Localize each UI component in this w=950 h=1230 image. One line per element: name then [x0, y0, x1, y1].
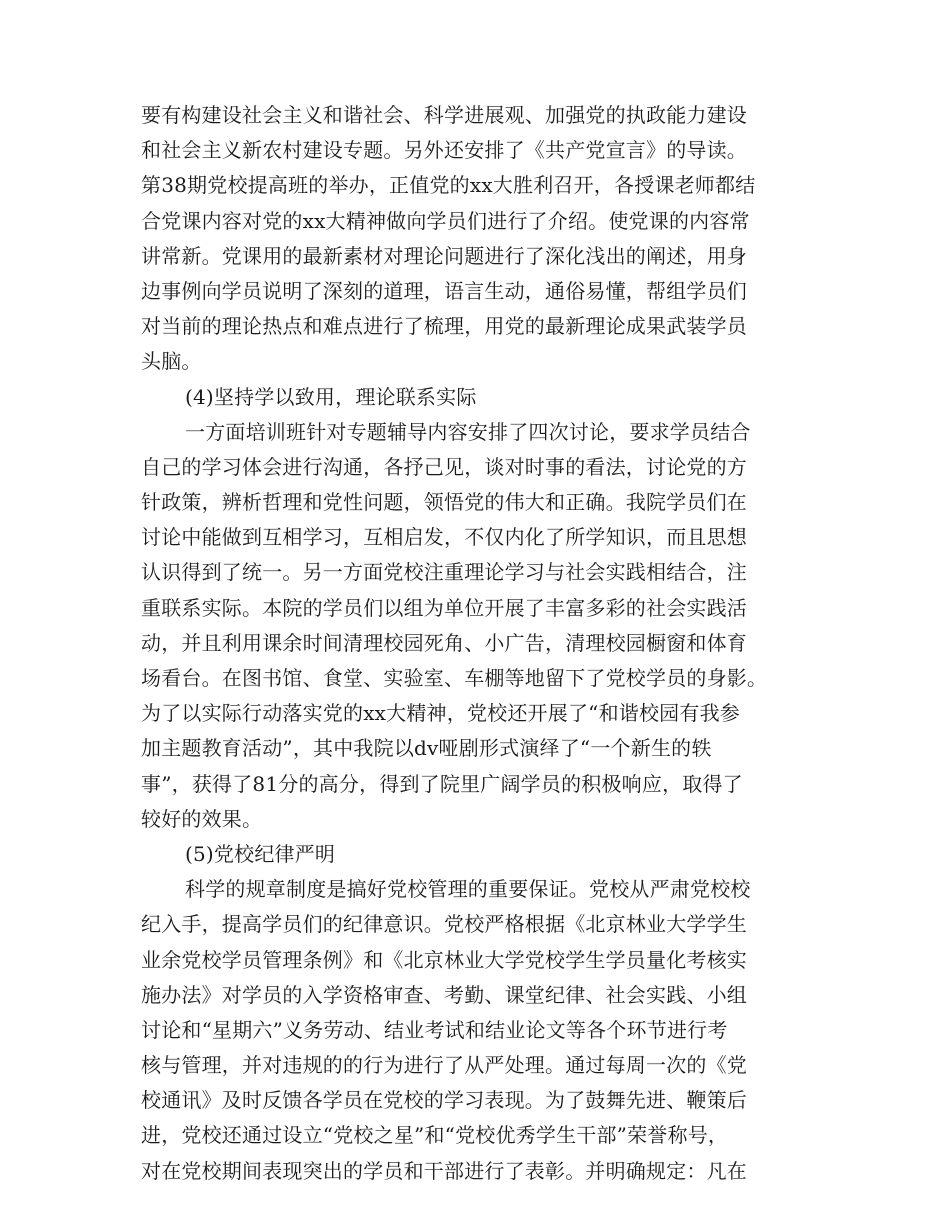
body-text-line: 针政策，辨析哲理和党性问题，领悟党的伟大和正确。我院学员们在 — [141, 490, 747, 515]
body-text-line: 科学的规章制度是搞好党校管理的重要保证。党校从严肃党校校 — [185, 877, 751, 902]
body-text-line: 为了以实际行动落实党的xx大精神，党校还开展了“和谐校园有我参 — [141, 701, 740, 726]
body-text-line: 事”，获得了81分的高分，得到了院里广阔学员的积极响应，取得了 — [141, 771, 743, 796]
body-text-line: 认识得到了统一。另一方面党校注重理论学习与社会实践相结合，注 — [141, 560, 747, 585]
body-text-line: 加主题教育活动”，其中我院以dv哑剧形式演绎了“一个新生的轶 — [141, 736, 712, 761]
body-text-line: 讲常新。党课用的最新素材对理论问题进行了深化浅出的阐述，用身 — [141, 243, 747, 268]
body-text-line: 和社会主义新农村建设专题。另外还安排了《共产党宣言》的导读。 — [141, 138, 747, 163]
body-text-line: 动，并且利用课余时间清理校园死角、小广告，清理校园橱窗和体育 — [141, 630, 747, 655]
document-body — [141, 98, 813, 1189]
body-text-line: 校通讯》及时反馈各学员在党校的学习表现。为了鼓舞先进、鞭策后 — [141, 1088, 747, 1113]
body-text-line: 对在党校期间表现突出的学员和干部进行了表彰。并明确规定：凡在 — [141, 1158, 747, 1183]
body-text-line: 较好的效果。 — [141, 806, 263, 831]
body-text-line: 头脑。 — [141, 349, 202, 374]
section-heading: (5)党校纪律严明 — [185, 841, 336, 866]
body-text-line: 重联系实际。本院的学员们以组为单位开展了丰富多彩的社会实践活 — [141, 595, 747, 620]
body-text-line: 一方面培训班针对专题辅导内容安排了四次讨论，要求学员结合 — [185, 419, 751, 444]
body-text-line: 要有构建设社会主义和谐社会、科学进展观、加强党的执政能力建设 — [141, 103, 747, 127]
body-text-line: 业余党校学员管理条例》和《北京林业大学党校学生学员量化考核实 — [141, 947, 747, 972]
body-text-line: 核与管理，并对违规的的行为进行了从严处理。通过每周一次的《党 — [141, 1053, 747, 1078]
body-text-line: 讨论中能做到互相学习，互相启发，不仅内化了所学知识，而且思想 — [141, 525, 747, 550]
body-text-line: 合党课内容对党的xx大精神做向学员们进行了介绍。使党课的内容常 — [141, 208, 750, 233]
body-text-line: 纪入手，提高学员们的纪律意识。党校严格根据《北京林业大学学生 — [141, 912, 747, 937]
section-heading: (4)坚持学以致用，理论联系实际 — [185, 384, 477, 409]
body-text-line: 进，党校还通过设立“党校之星”和“党校优秀学生干部”荣誉称号， — [141, 1123, 729, 1148]
body-text-line: 对当前的理论热点和难点进行了梳理，用党的最新理论成果武装学员 — [141, 314, 747, 339]
body-text-line: 第38期党校提高班的举办，正值党的xx大胜利召开，各授课老师都结 — [141, 173, 756, 198]
body-text-line: 自己的学习体会进行沟通，各抒己见，谈对时事的看法，讨论党的方 — [141, 454, 747, 479]
body-text-line: 场看台。在图书馆、食堂、实验室、车棚等地留下了党校学员的身影。 — [141, 666, 768, 690]
body-text-line: 施办法》对学员的入学资格审查、考勤、课堂纪律、社会实践、小组 — [141, 982, 747, 1007]
body-text-line: 讨论和“星期六”义务劳动、结业考试和结业论文等各个环节进行考 — [141, 1017, 728, 1042]
body-text-line: 边事例向学员说明了深刻的道理，语言生动，通俗易懂，帮组学员们 — [141, 278, 747, 303]
